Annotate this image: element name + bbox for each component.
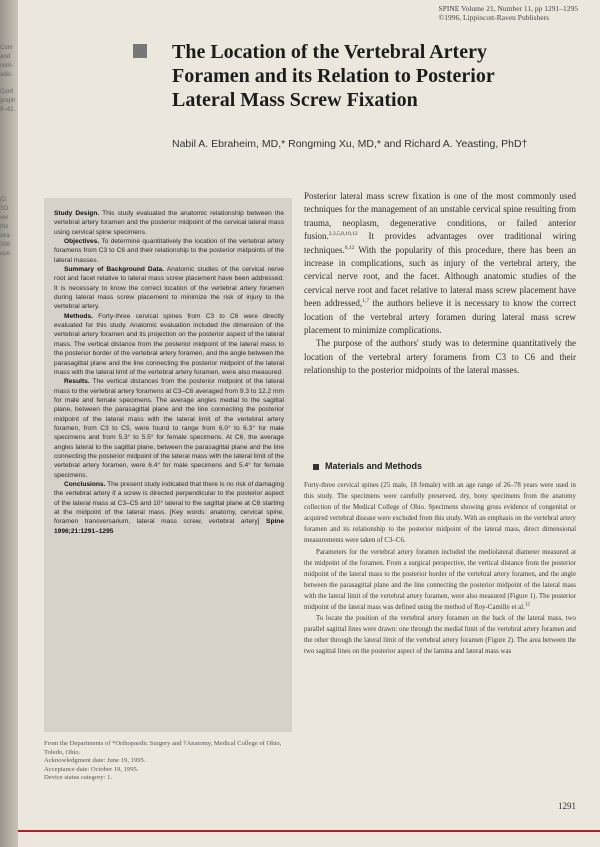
journal-line: SPINE Volume 21, Number 11, pp 1291–1295 [438,4,578,13]
title-marker-square [133,44,147,58]
author-list: Nabil A. Ebraheim, MD,* Rongming Xu, MD,* and Richard A. Yeasting, PhD† [172,138,528,150]
heading-bullet-icon [313,464,319,470]
methods-paragraph-2: Parameters for the vertebral artery foramen included the mediolateral diameter measured at the midpoint of the foramen. From a surgical perspective, the vertical distance from the posterior midpoint of the lateral mass to the posterior border of the vertebral artery foramen, and the angle between the parasagittal plane and the line connecting the posterior midpoint of the lateral mass with the lateral limit of the vertebral artery foramen, were also measured (Figure 1). The posterior midpoint of the lateral mass was defined using the method of Roy-Camille et al.$^{12}$ [304,548,576,612]
article-title: The Location of the Vertebral Artery Foramen and its Relation to Posterior Lateral Mass Screw Fixation [172,41,495,111]
abstract-box [44,198,292,732]
abstract-methods: Methods. Forty-three cervical spines from C3 to C6 were directly evaluated for this study. Anatomic evaluation included the dimension of the vertebral artery foramen and its projection on the posterior aspect of the lateral mass. The vertical distance from the posterior midpoint of the lateral mass to the posterior border of the vertebral artery foramen, and the angle between the parasagittal plane and the line connecting the posterior midpoint of the lateral mass with the lateral limit of the vertebral artery foramen, were also measured. [54,312,284,376]
abstract-background: Summary of Background Data. Anatomic studies of the cervical nerve root and facet relative to lateral mass screw placement have been addressed. It is necessary to know the correct location of the vertebral artery foramen during lateral mass screw placement to minimize the risk of injury to the vertebral artery. [54,266,284,311]
methods-paragraph-3: To locate the position of the vertebral artery foramen on the back of the lateral mass, two parallel sagittal lines were drawn: one through the medial limit of the vertebral artery foramen and the other through the lateral limit of the vertebral artery foramen (Figure 2). The area between the two sagittal lines on the posterior aspect of the lamina and lateral mass was [304,615,576,656]
abstract-objectives: Objectives. To determine quantitatively the location of the vertebral artery foramens from C3 to C6 and their relationship to the posterior midpoints of the lateral masses. [54,238,284,264]
left-margin-fragments-bottom: (D SD ver tho oka 366 epe [0,197,11,257]
running-header [439,4,578,22]
page-number: 1291 [558,801,576,811]
footnote: From the Departments of *Orthopaedic Surgery and †Anatomy, Medical College of Ohio, Toledo, Ohio. Acknowledgment date: June 19, 1995. Acceptance date: October 19, 1995. Device status category: 1. [44,740,282,781]
journal-page [18,0,600,847]
introduction-text [304,190,576,378]
intro-paragraph-2: The purpose of the authors' study was to determine quantitatively the location of the vertebral artery foramens from C3 to C6 and their relationship to the posterior midpoints of the lateral masses. [304,338,576,376]
publisher-line: ©1996, Lippincott-Raven Publishers [438,13,550,22]
intro-paragraph-1: Posterior lateral mass screw fixation is one of the most commonly used techniques for the management of an unstable cervical spine resulting from trauma, neoplasm, degenerative conditions, or failed anterior fusion.$^{2,3,5,8,10,12}$ It provides advantages over traditional wiring techniques.$^{6,12}$ With the popularity of this procedure, there has been an increase in complications, such as injury of the vertebral artery, the cervical nerve root, and the facet. Although anatomic studies of the cervical nerve root and facet relative to lateral mass screw placement have been addressed,$^{1,7}$ the authors believe it is necessary to know the correct location of the vertebral artery foramen during lateral mass screw placement to minimize complications. [304,191,576,336]
abstract-citation: Spine 1996;21:1291–1295 [54,518,284,535]
page-gutter-shadow [0,0,18,847]
abstract-study-design: Study Design. This study evaluated the anatomic relationship between the vertebral artery foramen and the posterior midpoint of the cervical lateral mass using cervical spine specimens. [54,210,284,236]
methods-text [304,480,576,658]
left-margin-fragments-top: Com and com- adic- Cord graph 9–42. [0,45,16,113]
abstract-conclusions: Conclusions. The present study indicated that there is no risk of damaging the vertebral artery if a screw is directed perpendicular to the posterior aspect of the lateral mass at C3–C5 and 10° lateral to the sagittal plane at C6 starting at the midpoint of the lateral mass. [Key words: anatomy, cervical spine, foramen transversarium, lateral mass screw, vertebral artery] Spine 1996;21:1291–1295 [54,480,284,535]
methods-paragraph-1: Forty-three cervical spines (25 male, 18 female) with an age range of 26–78 years were used in this study. The specimens were carefully preserved, dry, bony specimens from the anatomy collection of the Medical College of Ohio. Specimens showing gross evidence of congenital or acquired vertebral disease were excluded from this study. With an emphasis on the vertebral artery foramen and its relationship to the posterior midpoint of the lateral mass, direct dimensional measurements were taken of C3–C6. [304,482,576,545]
bottom-rule [18,830,600,832]
abstract-results: Results. The vertical distances from the posterior midpoint of the lateral mass to the vertebral artery foramens at C3–C6 averaged from 9.3 to 12.2 mm for male and female specimens. The average angles medial to the sagittal plane, between the parasagittal plane and the line connecting the posterior midpoint of the lateral mass with the lateral limit of the vertebral artery foramen, from C3 to C5, were found to range from 6.0° to 6.3° for male specimens and from 5.3° to 5.5° for female specimens. At C6, the average angles lateral to the sagittal plane, between the parasagittal plane and the line connecting the posterior midpoint of the lateral mass with the lateral limit of the vertebral artery foramen, were 6.4° for male specimens and 5.4° for female specimens. [54,378,284,479]
methods-heading: Materials and Methods [313,461,422,471]
